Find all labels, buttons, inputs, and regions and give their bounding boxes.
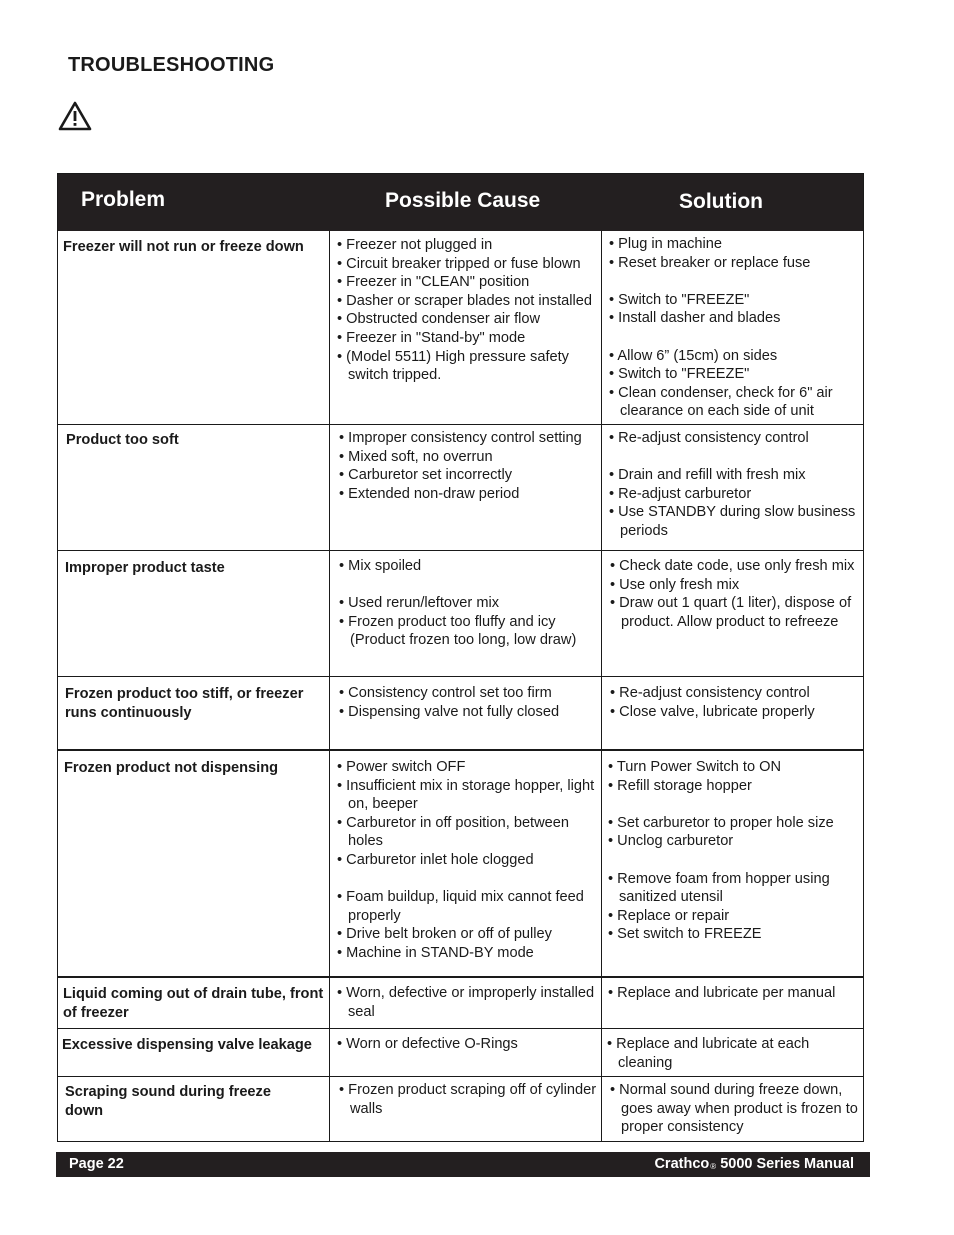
list-item-text: Drive belt broken or off of pulley (346, 926, 552, 943)
list-item-text: Unclog carburetor (617, 833, 734, 850)
list-item-text: Worn or defective O-Rings (346, 1036, 518, 1052)
list-item-text: Machine in STAND-BY mode (346, 944, 534, 961)
list-item: • Unclog carburetor (608, 833, 734, 850)
list-item: • Draw out 1 quart (1 liter), dispose of product. Allow product to refreeze (610, 595, 852, 630)
list-item: • Normal sound during freeze down, goes away when product is frozen to proper consistency (610, 1082, 858, 1136)
list-item: • Frozen product too fluffy and icy (Product frozen too long, low draw) (339, 613, 577, 649)
registered-mark: ® (710, 1162, 717, 1171)
list-item-text: Switch to "FREEZE" (618, 291, 750, 308)
manual-title (654, 1156, 854, 1172)
list-item: • Consistency control set too firm (339, 685, 552, 701)
list-item: • Dasher or scraper blades not installed (337, 292, 592, 309)
list-item-text: Carburetor in off position, between holes (346, 814, 569, 850)
cause-list (337, 758, 599, 963)
list-item: • Extended non-draw period (339, 485, 520, 502)
list-item-text: Dasher or scraper blades not installed (346, 292, 592, 309)
solution-list (609, 235, 861, 421)
list-item-text: Reset breaker or replace fuse (618, 254, 811, 271)
solution-list (609, 429, 861, 541)
list-item: • Carburetor set incorrectly (339, 467, 513, 484)
list-item: • Use STANDBY during slow business periods (609, 504, 856, 539)
page-number: Page 22 (69, 1156, 124, 1172)
list-item: • Set switch to FREEZE (608, 926, 762, 943)
solution-list (607, 1035, 859, 1072)
list-item: • Check date code, use only fresh mix (610, 558, 855, 574)
cause-list (339, 429, 601, 503)
solution-list (608, 758, 860, 944)
list-item: • Worn or defective O-Rings (337, 1036, 518, 1052)
solution-list (610, 684, 862, 721)
list-spacer (609, 328, 861, 347)
list-item-text: Normal sound during freeze down, goes away when product is frozen to proper consistency (619, 1082, 858, 1136)
list-spacer (337, 870, 599, 889)
list-item-text: Consistency control set too firm (348, 685, 552, 701)
list-item-text: Power switch OFF (346, 759, 466, 775)
problem-cell: Excessive dispensing valve leakage (62, 1037, 312, 1053)
list-item-text: Refill storage hopper (617, 777, 752, 794)
list-item-text: Re-adjust carburetor (618, 485, 752, 502)
list-item-text: Used rerun/leftover mix (348, 595, 500, 612)
problem-cell: Freezer will not run or freeze down (63, 239, 304, 255)
list-item-text: Re-adjust consistency control (618, 430, 809, 446)
list-item: • Foam buildup, liquid mix cannot feed properly (337, 889, 584, 924)
list-item-text: Carburetor inlet hole clogged (346, 851, 534, 868)
list-item-text: Freezer in "CLEAN" position (346, 274, 530, 291)
list-item: • Re-adjust consistency control (610, 685, 810, 701)
list-item: • Freezer in "Stand-by" mode (337, 329, 526, 346)
list-item: • (Model 5511) High pressure safety switch tripped. (337, 348, 569, 384)
list-item: • Install dasher and blades (609, 310, 781, 327)
section-title: TROUBLESHOOTING (68, 54, 275, 76)
cause-list (337, 236, 599, 385)
list-item: • Turn Power Switch to ON (608, 759, 782, 775)
cause-list (339, 1081, 601, 1118)
cause-list (339, 684, 601, 721)
list-item-text: Frozen product too fluffy and icy (Product frozen too long, low draw) (348, 613, 577, 649)
header-possible-cause: Possible Cause (385, 189, 541, 212)
brand-name: Crathco (654, 1156, 710, 1172)
manual-name: 5000 Series Manual (720, 1156, 854, 1172)
list-item: • Improper consistency control setting (339, 430, 582, 446)
cause-list (339, 557, 601, 650)
table-row (58, 425, 863, 551)
cause-list (337, 1035, 599, 1054)
list-spacer (608, 851, 860, 870)
list-item-text: Drain and refill with fresh mix (618, 467, 806, 484)
list-item: • Clean condenser, check for 6" air clearance on each side of unit (609, 384, 833, 420)
list-item: • Replace and lubricate per manual (608, 985, 836, 1001)
list-item: • Remove foam from hopper using sanitized utensil (608, 870, 830, 906)
list-item: • Worn, defective or improperly installed seal (337, 985, 595, 1020)
table-row (58, 978, 863, 1029)
list-spacer (339, 576, 601, 595)
table-row (58, 551, 863, 677)
list-item-text: Switch to "FREEZE" (618, 366, 750, 383)
list-item-text: Draw out 1 quart (1 liter), dispose of product. Allow product to refreeze (619, 595, 852, 630)
page-footer (56, 1152, 870, 1177)
solution-list (610, 1081, 862, 1137)
list-item-text: Insufficient mix in storage hopper, light on, beeper (346, 777, 595, 813)
problem-cell: Frozen product too stiff, or freezer runs continuously (65, 686, 304, 721)
list-item-text: Clean condenser, check for 6" air clearance on each side of unit (618, 384, 833, 420)
list-item-text: Plug in machine (618, 236, 723, 252)
problem-cell: Scraping sound during freeze down (65, 1084, 271, 1119)
list-item-text: Freezer not plugged in (346, 237, 493, 253)
list-item-text: Freezer in "Stand-by" mode (346, 329, 526, 346)
list-spacer (609, 272, 861, 291)
list-item: • Drain and refill with fresh mix (609, 467, 806, 484)
list-item: • Freezer not plugged in (337, 237, 493, 253)
list-item-text: Extended non-draw period (348, 485, 520, 502)
list-item: • Close valve, lubricate properly (610, 703, 815, 720)
list-item: • Reset breaker or replace fuse (609, 254, 811, 271)
list-item-text: Allow 6” (15cm) on sides (617, 347, 778, 364)
list-item-text: Carburetor set incorrectly (348, 467, 513, 484)
list-spacer (608, 795, 860, 814)
table-row (58, 751, 863, 978)
list-item-text: Obstructed condenser air flow (346, 311, 541, 328)
table-header (58, 174, 863, 231)
list-item-text: Replace or repair (617, 907, 730, 924)
list-item-text: Turn Power Switch to ON (616, 759, 782, 775)
list-item: • Dispensing valve not fully closed (339, 703, 560, 720)
list-item-text: Circuit breaker tripped or fuse blown (346, 255, 581, 272)
list-item-text: Replace and lubricate at each cleaning (616, 1036, 810, 1071)
list-item-text: Re-adjust consistency control (619, 685, 810, 701)
list-item: • Use only fresh mix (610, 576, 740, 593)
problem-cell: Improper product taste (65, 560, 225, 576)
list-item-text: Use only fresh mix (619, 576, 740, 593)
list-item-text: Set switch to FREEZE (617, 926, 762, 943)
problem-cell: Frozen product not dispensing (64, 760, 279, 776)
list-item-text: Replace and lubricate per manual (617, 985, 836, 1001)
list-item-text: Improper consistency control setting (348, 430, 582, 446)
problem-cell: Liquid coming out of drain tube, front of freezer (63, 986, 324, 1021)
list-item: • Machine in STAND-BY mode (337, 944, 534, 961)
cause-list (337, 984, 599, 1021)
table-row (58, 1077, 863, 1141)
list-item-text: Foam buildup, liquid mix cannot feed properly (346, 889, 584, 924)
list-item-text: Mixed soft, no overrun (348, 448, 493, 465)
list-item-text: Use STANDBY during slow business periods (618, 504, 856, 539)
list-item: • Power switch OFF (337, 759, 466, 775)
header-problem: Problem (81, 188, 166, 211)
list-item: • Re-adjust consistency control (609, 430, 809, 446)
problem-cell: Product too soft (66, 432, 179, 448)
list-item: • Obstructed condenser air flow (337, 311, 541, 328)
list-item-text: Remove foam from hopper using sanitized utensil (617, 870, 830, 906)
solution-list (608, 984, 860, 1003)
list-item: • Refill storage hopper (608, 777, 752, 794)
list-item-text: Mix spoiled (348, 558, 422, 574)
list-item-text: Install dasher and blades (618, 310, 781, 327)
list-item-text: Frozen product scraping off of cylinder walls (348, 1082, 597, 1117)
list-item: • Switch to "FREEZE" (609, 366, 750, 383)
list-item: • Circuit breaker tripped or fuse blown (337, 255, 581, 272)
table-row (58, 231, 863, 425)
solution-list (610, 557, 862, 631)
list-item: • Mix spoiled (339, 558, 422, 574)
list-item-text: Worn, defective or improperly installed seal (346, 985, 595, 1020)
warning-triangle-icon (58, 101, 92, 131)
list-item: • Switch to "FREEZE" (609, 291, 750, 308)
list-item: • Re-adjust carburetor (609, 485, 752, 502)
list-item: • Set carburetor to proper hole size (608, 814, 834, 831)
list-item: • Used rerun/leftover mix (339, 595, 500, 612)
list-spacer (609, 448, 861, 467)
list-item-text: Check date code, use only fresh mix (619, 558, 855, 574)
list-item-text: Set carburetor to proper hole size (617, 814, 834, 831)
troubleshooting-table (57, 173, 864, 1142)
list-item: • Freezer in "CLEAN" position (337, 274, 530, 291)
list-item: • Carburetor inlet hole clogged (337, 851, 534, 868)
list-item: • Replace and lubricate at each cleaning (607, 1036, 810, 1071)
list-item: • Mixed soft, no overrun (339, 448, 493, 465)
list-item: • Allow 6” (15cm) on sides (609, 347, 778, 364)
table-row (58, 1029, 863, 1077)
list-item: • Insufficient mix in storage hopper, light on, beeper (337, 777, 595, 813)
list-item: • Plug in machine (609, 236, 723, 252)
list-item: • Drive belt broken or off of pulley (337, 926, 552, 943)
list-item: • Carburetor in off position, between holes (337, 814, 569, 850)
list-item-text: Close valve, lubricate properly (619, 703, 815, 720)
list-item-text: Dispensing valve not fully closed (348, 703, 560, 720)
list-item: • Frozen product scraping off of cylinder walls (339, 1082, 597, 1117)
table-row (58, 677, 863, 751)
header-solution: Solution (679, 190, 763, 213)
list-item-text: (Model 5511) High pressure safety switch tripped. (346, 348, 569, 384)
list-item: • Replace or repair (608, 907, 730, 924)
